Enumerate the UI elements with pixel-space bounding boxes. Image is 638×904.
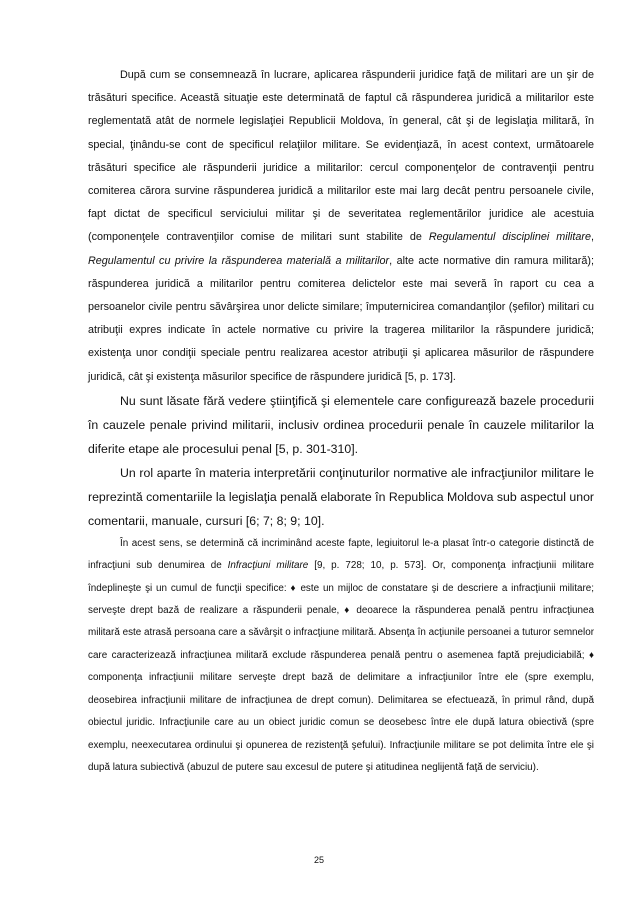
text-run: Un rol aparte în materia interpretării conţinuturilor normative ale infracţiunilor militare le reprezintă comentariile la legislaţia penală elaborate în Republica Moldova sub aspectul unor comentarii, manuale, cursuri [6; 7; 8; 9; 10]. (88, 465, 594, 528)
paragraph-2 (88, 389, 594, 461)
paragraph-3 (88, 461, 594, 533)
paragraph-4 (88, 533, 594, 779)
text-run: , (591, 231, 594, 244)
text-run: În acest sens, se determină că incriminând aceste fapte, legiuitorul le-a plasat într-o categorie distinctă de infracţiuni sub denumirea de (88, 537, 594, 572)
page-number: 25 (313, 855, 324, 865)
italic-text-run: Infracţiuni militare (227, 560, 309, 572)
text-run: După cum se consemnează în lucrare, aplicarea răspunderii juridice faţă de militari are un şir de trăsături specifice. Această situaţie este determinată de faptul că răspunderea juridică a militarilor este reglementată atât de normele legislaţiei Republicii Moldova, în general, cât şi de legislaţia militară, în special, ţinându-se cont de specificul relaţiilor militare. Se evidenţiază, în acest context, următoarele trăsături specifice ale răspunderii juridice a militarilor: cercul componenţelor de contravenţii pentru comiterea cărora survine răspunderea juridică a militarilor este mai larg decât pentru persoanele civile, fapt dictat de specificul serviciului militar şi de severitatea reglementărilor juridice ale acestuia (componenţele contravenţiilor comise de militari sunt stabilite de (88, 69, 594, 244)
italic-text-run: Regulamentul cu privire la răspunderea materială a militarilor (88, 254, 390, 267)
paragraph-1 (88, 64, 594, 389)
italic-text-run: Regulamentul disciplinei militare (428, 231, 591, 244)
text-run: Nu sunt lăsate fără vedere ştiinţifică şi elementele care configurează bazele procedurii în cauzele penale privind militarii, inclusiv ordinea procedurii penale în cauzele militarilor la diferite etape ale procesului penal [5, p. 301-310]. (88, 393, 594, 456)
text-run: [9, p. 728; 10, p. 573]. Or, componenţa infracţiunii militare îndeplineşte şi un cumul de funcţii specifice: ♦ este un mijloc de constatare şi de descriere a infracţiunii militare; serveşte drept bază de realizare a răspunderii penale, ♦ deoarece la răspunderea penală pentru infracţiunea militară este atrasă persoana care a săvârşit o infracţiune militară. Absenţa în acţiunile persoanei a tuturor semnelor care caracterizează infracţiunea militară exclude răspunderea penală pentru o asemenea faptă prejudiciabilă; ♦ componenţa infracţiunii militare serveşte drept bază de delimitare a infracţiunilor între ele (spre exemplu, deosebirea infracţiunii militare de infracţiunea de drept comun). Delimitarea se efectuează, în primul rând, după obiectul juridic. Infracţiunile care au un obiect juridic comun se deosebesc între ele după latura obiectivă (spre exemplu, neexecutarea ordinului şi opunerea de rezistenţă şefului). Infracţiunile militare se pot delimita între ele şi după latura subiectivă (abuzul de putere sau excesul de putere şi atitudinea neglijentă faţă de serviciu). (88, 560, 594, 773)
text-run: , alte acte normative din ramura militară); răspunderea juridică a militarilor pentru comiterea delictelor este mai severă în raport cu cea a persoanelor civile pentru săvârşirea unor delicte similare; împuternicirea comandanţilor (şefilor) militari cu atribuţii expres indicate în actele normative cu privire la tragerea militarilor la răspundere juridică; existenţa unor condiţii speciale pentru realizarea acestor atribuţii şi aplicarea măsurilor de răspundere juridică, cât şi existenţa măsurilor specifice de răspundere juridică [5, p. 173]. (88, 254, 595, 383)
